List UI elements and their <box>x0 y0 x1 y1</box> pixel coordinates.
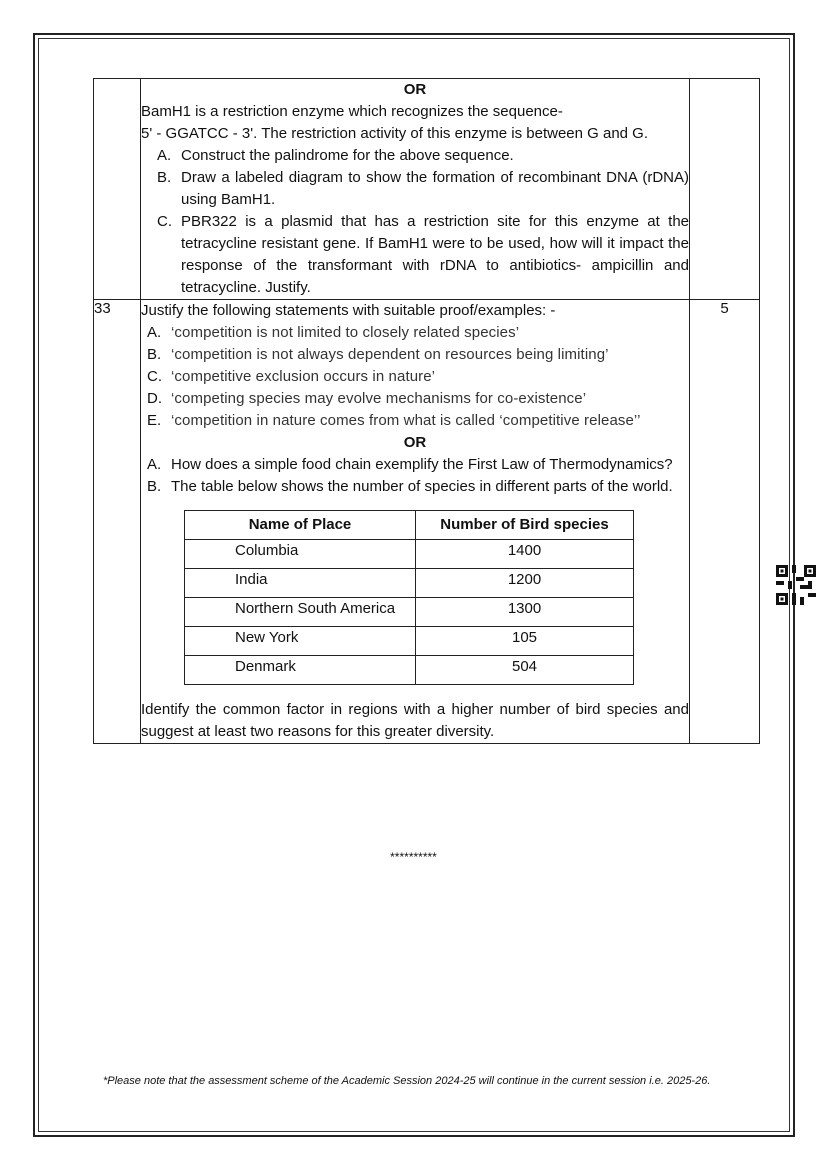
list-item <box>157 145 689 167</box>
marks-cell <box>690 79 760 300</box>
item-text: ‘competition is not always dependent on resources being limiting’ <box>171 346 609 363</box>
item-text: ‘competition in nature comes from what is called ‘competitive release’’ <box>171 412 641 429</box>
list-item <box>147 410 689 432</box>
qr-code-icon <box>776 565 816 605</box>
list-item <box>157 211 689 299</box>
list-item <box>157 167 689 211</box>
question-row-33 <box>94 300 760 744</box>
item-letter: E. <box>147 412 162 429</box>
item-letter: B. <box>147 478 162 495</box>
item-letter: A. <box>157 147 172 164</box>
count-cell: 1300 <box>416 598 634 627</box>
item-text: PBR322 is a plasmid that has a restriction site for this enzyme at the tetracycline resistant gene. If BamH1 were to be used, how will it impact the response of the transformant with rDNA to antibiotics- ampicillin and tetracycline. Justify. <box>181 213 689 296</box>
bird-species-table <box>184 510 634 685</box>
question-body <box>141 79 690 300</box>
list-item <box>147 366 689 388</box>
count-cell: 1400 <box>416 540 634 569</box>
place-cell: Northern South America <box>185 598 416 627</box>
column-header: Name of Place <box>185 511 416 540</box>
question-number-cell <box>94 79 141 300</box>
table-row <box>185 656 634 685</box>
count-cell: 1200 <box>416 569 634 598</box>
table-row <box>185 627 634 656</box>
place-cell: Denmark <box>185 656 416 685</box>
item-text: How does a simple food chain exemplify the First Law of Thermodynamics? <box>171 456 673 473</box>
item-letter: A. <box>147 324 162 341</box>
question-intro: BamH1 is a restriction enzyme which recognizes the sequence- <box>141 103 563 120</box>
item-letter: D. <box>147 390 162 407</box>
item-letter: C. <box>157 213 172 230</box>
table-row <box>185 540 634 569</box>
end-marker: ********** <box>390 850 437 864</box>
or-label: OR <box>403 81 427 98</box>
table-row <box>185 598 634 627</box>
list-item <box>147 322 689 344</box>
place-cell: Columbia <box>185 540 416 569</box>
place-cell: New York <box>185 627 416 656</box>
item-letter: B. <box>147 346 162 363</box>
item-letter: B. <box>157 169 172 186</box>
list-item <box>147 476 689 498</box>
item-letter: C. <box>147 368 162 385</box>
list-item <box>147 344 689 366</box>
count-cell: 504 <box>416 656 634 685</box>
question-body <box>141 300 690 744</box>
item-text: Construct the palindrome for the above sequence. <box>181 147 514 164</box>
question-table <box>93 78 760 744</box>
question-marks: 5 <box>690 300 760 744</box>
question-number: 33 <box>94 300 141 744</box>
item-text: The table below shows the number of species in different parts of the world. <box>171 478 673 495</box>
or-label: OR <box>403 434 427 451</box>
count-cell: 105 <box>416 627 634 656</box>
question-intro: 5' - GGATCC - 3'. The restriction activity of this enzyme is between G and G. <box>141 125 649 142</box>
table-row <box>185 569 634 598</box>
place-cell: India <box>185 569 416 598</box>
item-text: ‘competition is not limited to closely related species’ <box>171 324 520 341</box>
question-intro: Justify the following statements with suitable proof/examples: - <box>141 302 556 319</box>
list-item <box>147 454 689 476</box>
question-row-32-or <box>94 79 760 300</box>
item-letter: A. <box>147 456 162 473</box>
item-text: ‘competing species may evolve mechanisms for co-existence’ <box>171 390 587 407</box>
item-text: ‘competitive exclusion occurs in nature’ <box>171 368 436 385</box>
column-header: Number of Bird species <box>416 511 634 540</box>
question-closing: Identify the common factor in regions with a higher number of bird species and suggest at least two reasons for this greater diversity. <box>141 701 689 740</box>
list-item <box>147 388 689 410</box>
footnote: *Please note that the assessment scheme of the Academic Session 2024-25 will continue in the current session i.e. 2025-26. <box>103 1075 711 1087</box>
item-text: Draw a labeled diagram to show the formation of recombinant DNA (rDNA) using BamH1. <box>181 169 689 208</box>
